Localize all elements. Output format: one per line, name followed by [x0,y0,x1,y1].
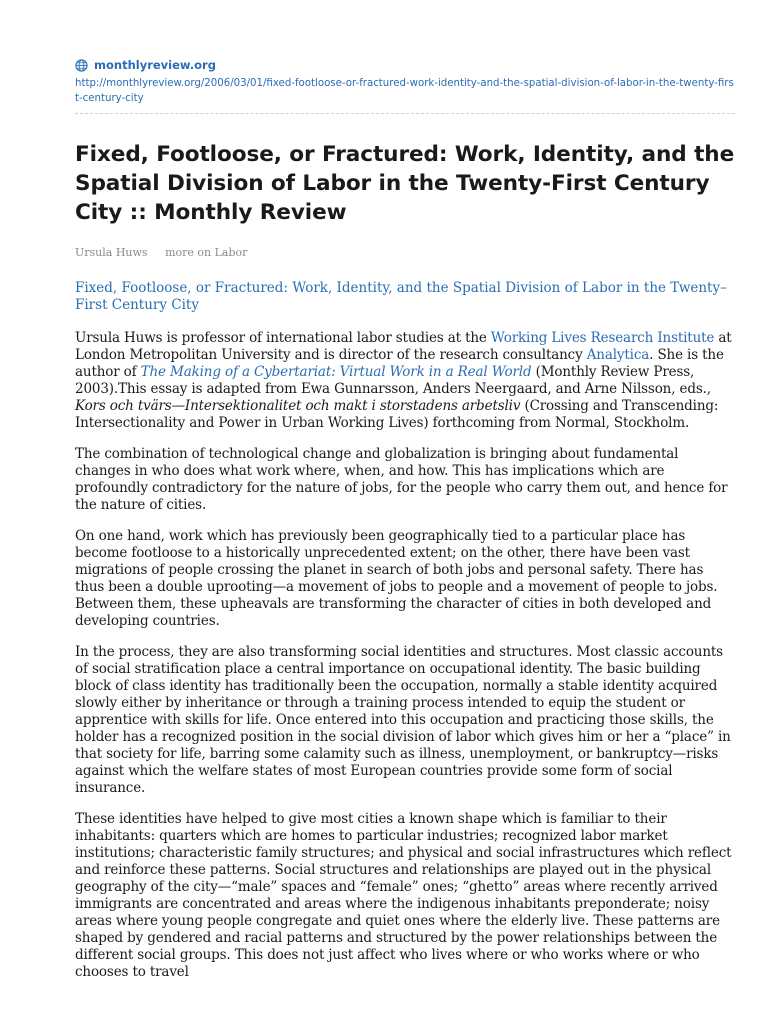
article-page [75,54,735,981]
bio-text-2: at London Metropolitan University and is director of the research consultancy [75,330,732,363]
author-link[interactable]: Ursula Huws [75,246,148,259]
globe-icon [75,59,88,72]
paragraph-4: These identities have helped to give most cities a known shape which is familiar to their inhabitants: quarters which are homes to particular industries; recognized labor market institutions; characteristic family structures; and physical and social infrastructures which reflect and reinforce these patterns. Social structures and relationships are played out in the physical geography of the city—“male” spaces and “female” ones; “ghetto” areas where recently arrived immigrants are concentrated and areas where the indigenous inhabitants preponderate; noisy areas where young people congregate and quiet ones where the elderly live. These patterns are shaped by gendered and racial patterns and structured by the power relationships between the different social groups. This does not just affect who lives where or who works where or who chooses to travel [75,811,732,980]
author-bio [75,330,735,432]
analytica-link[interactable]: Analytica [586,347,650,363]
bio-text-3: . She is the author of [75,347,724,380]
bio-text-5: (Crossing and Transcending: Intersectionality and Power in Urban Working Lives) forthcoming from Normal, Stockholm. [75,398,719,431]
paragraph-1: The combination of technological change and globalization is bringing about fundamental changes in who does what work where, when, and how. This has implications which are profoundly contradictory for the nature of jobs, for the people who carry them out, and hence for the nature of cities. [75,446,728,513]
cybertariat-book-title: The Making of a Cybertariat: Virtual Work in a Real World [140,364,532,380]
source-header [75,54,735,76]
bio-text-4: (Monthly Review Press, 2003).This essay is adapted from Ewa Gunnarsson, Anders Neergaard, and Arne Nilsson, eds., [75,364,711,397]
byline [75,246,735,264]
article-title: Fixed, Footloose, or Fractured: Work, Identity, and the Spatial Division of Labor in the Twenty-First Century City :: Monthly Review [75,142,735,225]
cybertariat-book-link[interactable] [141,364,532,380]
article-subtitle-link[interactable]: Fixed, Footloose, or Fractured: Work, Identity, and the Spatial Division of Labor in the Twenty–First Century City [75,280,727,313]
source-url-link[interactable]: http://monthlyreview.org/2006/03/01/fixed-footloose-or-fractured-work-identity-and-the-spatial-division-of-labor-in-the-twenty-first-century-city [75,78,734,104]
more-on-labor-link[interactable]: more on Labor [165,246,248,259]
bio-text-1: Ursula Huws is professor of international labor studies at the [75,330,491,346]
paragraph-2: On one hand, work which has previously been geographically tied to a particular place has become footloose to a historically unprecedented extent; on the other, there have been vast migrations of people crossing the planet in search of both jobs and personal safety. There has thus been a double uprooting—a movement of jobs to people and a movement of people to jobs. Between them, these upheavals are transforming the character of cities in both developed and developing countries. [75,528,718,629]
source-site-link[interactable]: monthlyreview.org [94,58,216,72]
header-divider [75,113,735,114]
kors-och-tvars-title: Kors och tvärs—Intersektionalitet och makt i storstadens arbetsliv [75,398,521,414]
working-lives-institute-link[interactable]: Working Lives Research Institute [490,330,715,346]
paragraph-3: In the process, they are also transforming social identities and structures. Most classic accounts of social stratification place a central importance on occupational identity. The basic building block of class identity has traditionally been the occupation, normally a stable identity acquired slowly either by inheritance or through a training process intended to equip the student or apprentice with skills for life. Once entered into this occupation and practicing those skills, the holder has a recognized position in the social division of labor which gives him or her a “place” in that society for life, barring some calamity such as illness, unemployment, or bankruptcy—risks against which the welfare states of most European countries provide some form of social insurance. [75,644,731,796]
